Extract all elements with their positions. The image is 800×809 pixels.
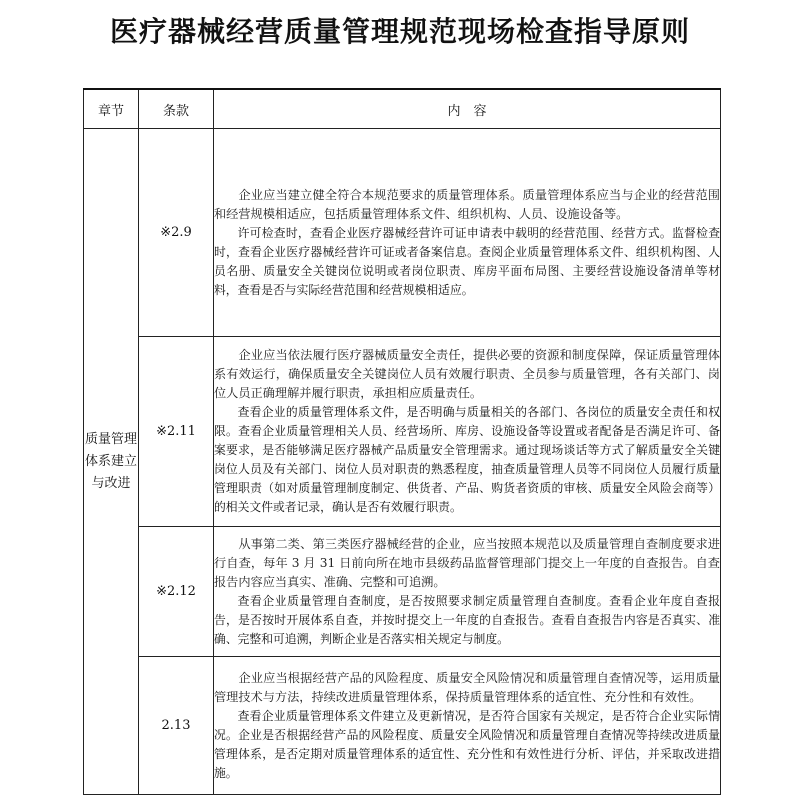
clause-number: 2.13 — [139, 657, 214, 795]
clause-number: ※2.12 — [139, 527, 214, 657]
check-method-text: 许可检查时，查看企业医疗器械经营许可证申请表中载明的经营范围、经营方式。监督检查时，查看企业医疗器械经营许可证或者备案信息。查阅企业质量管理体系文件、组织机构图、人员名册、质量安全关键岗位说明或者岗位职责、库房平面布局图、主要经营设施设备清单等材料，查看是否与实际经营范围和经营规模相适应。 — [214, 225, 720, 297]
content-cell — [214, 657, 721, 795]
table-row — [84, 527, 721, 657]
inspection-table — [83, 88, 721, 795]
requirement-text: 企业应当依法履行医疗器械质量安全责任，提供必要的资源和制度保障，保证质量管理体系有效运行，确保质量安全关键岗位人员有效履行职责、全员参与质量管理，各有关部门、岗位人员正确理解并履行职责，承担相应质量责任。 — [214, 348, 720, 400]
chapter-cell: 质量管理体系建立与改进 — [84, 129, 139, 795]
content-cell — [214, 527, 721, 657]
content-cell — [214, 129, 721, 337]
check-method-text: 查看企业质量管理自查制度，是否按照要求制定质量管理自查制度。查看企业年度自查报告，是否按时开展体系自查，并按时提交上一年度的自查报告。查看自查报告内容是否真实、准确、完整和可追溯，判断企业是否落实相关规定与制度。 — [214, 593, 720, 646]
page-title: 医疗器械经营质量管理规范现场检查指导原则 — [109, 15, 690, 48]
header-content: 内 容 — [214, 89, 721, 129]
requirement-text: 企业应当根据经营产品的风险程度、质量安全风险情况和质量管理自查情况等，运用质量管理技术与方法，持续改进质量管理体系，保持质量管理体系的适宜性、充分性和有效性。 — [214, 670, 720, 704]
clause-number: ※2.11 — [139, 337, 214, 527]
content-cell — [214, 337, 721, 527]
table-row — [84, 657, 721, 795]
header-clause: 条款 — [139, 89, 214, 129]
clause-number: ※2.9 — [139, 129, 214, 337]
table-row — [84, 129, 721, 337]
requirement-text: 企业应当建立健全符合本规范要求的质量管理体系。质量管理体系应当与企业的经营范围和经营规模相适应，包括质量管理体系文件、组织机构、人员、设施设备等。 — [214, 187, 720, 221]
requirement-text: 从事第二类、第三类医疗器械经营的企业，应当按照本规范以及质量管理自查制度要求进行自查，每年 3 月 31 日前向所在地市县级药品监督管理部门提交上一年度的自查报告。自查报告内容应当真实、准确、完整和可追溯。 — [214, 536, 720, 589]
header-chapter: 章节 — [84, 89, 139, 129]
check-method-text: 查看企业质量管理体系文件建立及更新情况，是否符合国家有关规定，是否符合企业实际情况。企业是否根据经营产品的风险程度、质量安全风险情况和质量管理自查情况等持续改进质量管理体系，是否定期对质量管理体系的适宜性、充分性和有效性进行分析、评估，并采取改进措施。 — [214, 708, 720, 780]
table-header-row — [84, 89, 721, 129]
check-method-text: 查看企业的质量管理体系文件，是否明确与质量相关的各部门、各岗位的质量安全责任和权限。查看企业质量管理相关人员、经营场所、库房、设施设备等设置或者配备是否满足许可、备案要求，是否能够满足医疗器械产品质量安全管理需求。通过现场谈话等方式了解质量安全关键岗位人员及有关部门、岗位人员对职责的熟悉程度，抽查质量管理人员等不同岗位人员履行质量管理职责（如对质量管理制度制定、供货者、产品、购货者资质的审核、质量安全风险会商等）的相关文件或者记录，确认是否有效履行职责。 — [214, 405, 720, 514]
table-row — [84, 337, 721, 527]
